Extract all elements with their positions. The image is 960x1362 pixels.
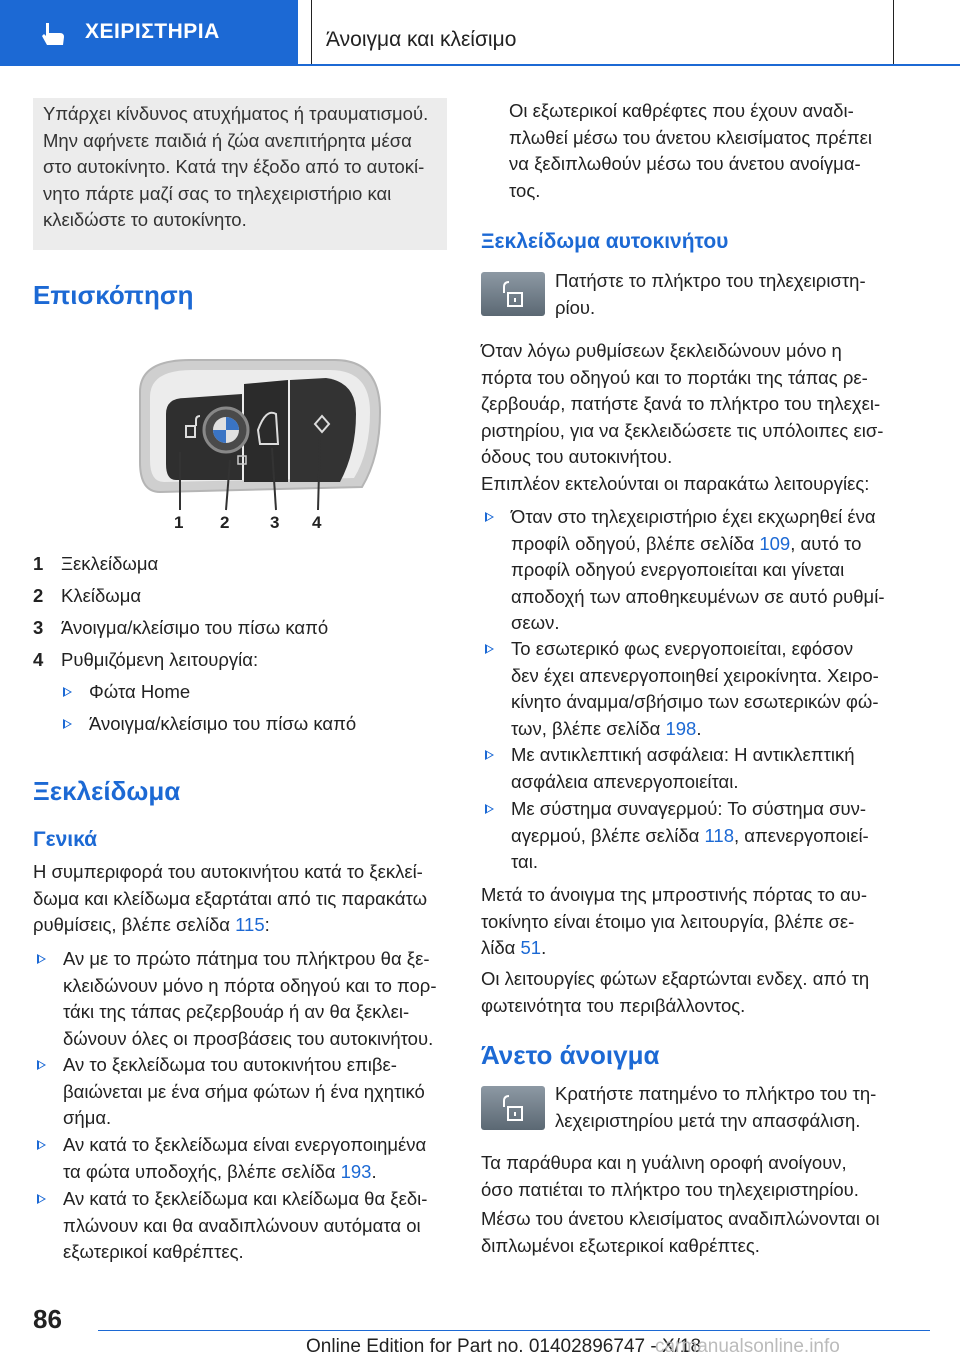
text-fragment: των, βλέπε σελίδα <box>511 717 666 739</box>
text-line: εξωτερικοί καθρέπτες. <box>63 1241 244 1262</box>
text-line: πόρτα του οδηγού και το πορτάκι της τάπας ρε- <box>481 366 868 388</box>
text-line: Κρατήστε πατημένο το πλήκτρο του τη- <box>555 1083 877 1104</box>
text-line: Τα παράθυρα και η γυάλινη οροφή ανοίγουν, <box>481 1152 847 1173</box>
text-fragment: . <box>696 717 702 739</box>
additional-functions-intro: Επιπλέον εκτελούνται οι παρακάτω λειτουργίες: <box>481 473 870 494</box>
bullet-triangle-icon <box>485 750 494 760</box>
unlock-button-symbol <box>481 272 545 316</box>
text-line: ται. <box>511 851 538 872</box>
text-line: Το εσωτερικό φως ενεργοποιείται, εφόσον <box>511 638 854 659</box>
vehicle-unlock-heading: Ξεκλείδωμα αυτοκινήτου <box>481 230 729 253</box>
text-line: Αν με το πρώτο πάτημα του πλήκτρου θα ξε- <box>63 948 430 969</box>
text-line: όδους του αυτοκινήτου. <box>481 446 673 467</box>
text-line <box>511 531 941 558</box>
list-item <box>33 1132 453 1185</box>
text-fragment: λίδα <box>481 937 521 958</box>
legend-item <box>33 551 453 583</box>
text-line: αποδοχή των αποθηκευμένων σε αυτό ρυθμί- <box>511 585 885 607</box>
page-link[interactable]: 51 <box>520 937 542 958</box>
bullet-triangle-icon <box>63 719 72 729</box>
after-open-paragraph <box>481 882 941 962</box>
general-heading: Γενικά <box>33 828 98 851</box>
text-fragment: τα φώτα υποδοχής, βλέπε σελίδα <box>63 1160 341 1182</box>
bullet-triangle-icon <box>37 954 46 964</box>
bullet-triangle-icon <box>485 804 494 814</box>
text-line: Με σύστημα συναγερμού: Το σύστημα συν- <box>511 798 867 819</box>
text-line: προφίλ οδηγού ενεργοποιείται και γίνεται <box>511 559 845 580</box>
legend-subitem-text: Άνοιγμα/κλείσιμο του πίσω καπό <box>89 713 357 734</box>
text-line: βαιώνεται με ένα σήμα φώτων ή ένα ηχητικό <box>63 1080 425 1102</box>
text-line: δεν έχει απενεργοποιηθεί χειροκίνητα. Χειρο- <box>511 664 879 686</box>
text-line <box>511 823 941 850</box>
text-fragment: , αυτό το <box>790 532 862 554</box>
list-item <box>481 796 941 876</box>
hold-instruction <box>555 1081 935 1134</box>
text-line: Όταν στο τηλεχειριστήριο έχει εκχωρηθεί ένα <box>511 506 876 527</box>
edition-footer: Online Edition for Part no. 01402896747 - X/18 <box>306 1336 702 1357</box>
bullet-triangle-icon <box>37 1194 46 1204</box>
text-fragment: . <box>371 1160 377 1182</box>
text-line: Με αντικλεπτική ασφάλεια: Η αντικλεπτική <box>511 744 855 765</box>
text-line <box>33 912 453 939</box>
figure-callout: 2 <box>220 513 230 532</box>
legend-subitem <box>33 679 453 711</box>
text-line: Αν κατά το ξεκλείδωμα είναι ενεργοποιημένα <box>63 1134 427 1155</box>
legend-number: 4 <box>33 649 44 670</box>
text-line: Υπάρχει κίνδυνος ατυχήματος ή τραυματισμού. <box>43 103 429 124</box>
list-item <box>481 742 941 795</box>
text-fragment: προφίλ οδηγού, βλέπε σελίδα <box>511 532 760 554</box>
key-fob-illustration <box>130 352 390 537</box>
text-line: Αν κατά το ξεκλείδωμα και κλείδωμα θα ξεδι- <box>63 1188 428 1209</box>
text-line: σήμα. <box>63 1107 112 1128</box>
figure-callout: 3 <box>270 513 280 532</box>
figure-callout: 4 <box>312 513 322 532</box>
bullet-triangle-icon <box>37 1140 46 1150</box>
text-line <box>481 935 941 962</box>
text-line: φωτεινότητα του περιβάλλοντος. <box>481 994 746 1016</box>
legend-number: 1 <box>33 553 44 574</box>
legend-subitem <box>33 711 453 743</box>
warning-text <box>43 101 448 234</box>
text-fragment: ρυθμίσεις, βλέπε σελίδα <box>33 914 236 935</box>
list-item <box>33 1052 453 1132</box>
comfort-opening-heading: Άνετο άνοιγμα <box>481 1040 660 1070</box>
text-line: ζερβουάρ, πατήστε ξανά το πλήκτρο του τηλεχει- <box>481 393 881 414</box>
text-line: ριστηρίου, για να ξεκλειδώσετε τις υπόλοιπες εισ- <box>481 419 884 441</box>
mirrors-note <box>509 98 929 204</box>
hand-pointer-icon <box>40 21 66 47</box>
text-line: δώνουν όλες οι προσβάσεις του αυτοκινήτου. <box>63 1027 434 1049</box>
warning-box <box>33 98 447 250</box>
text-line: Μην αφήνετε παιδιά ή ζώα ανεπιτήρητα μέσα <box>43 129 412 151</box>
text-fragment: . <box>541 937 547 958</box>
page-link[interactable]: 193 <box>340 1160 372 1182</box>
mirrors-paragraph <box>481 1206 941 1259</box>
press-instruction <box>555 268 935 321</box>
legend-item <box>33 583 453 615</box>
header-chapter-title: Άνοιγμα και κλείσιμο <box>326 28 517 51</box>
page-link[interactable]: 115 <box>235 914 265 935</box>
text-line: να ξεδιπλωθούν μέσω του άνετου ανοίγμα- <box>509 153 861 174</box>
page-link[interactable]: 118 <box>704 824 735 846</box>
general-intro <box>33 859 453 939</box>
bullet-triangle-icon <box>485 512 494 522</box>
legend-number: 3 <box>33 617 44 638</box>
text-line: πλώνουν και θα αναδιπλώνουν αυτόματα οι <box>63 1214 421 1236</box>
settings-paragraph <box>481 338 941 471</box>
header-section-tab <box>0 0 298 66</box>
text-line: Οι εξωτερικοί καθρέφτες που έχουν αναδι- <box>509 100 854 121</box>
text-line <box>63 1159 453 1186</box>
text-line: ασφάλεια απενεργοποιείται. <box>511 770 739 792</box>
text-line: τάκι της τάπας ρεζερβουάρ ή αν θα ξεκλει- <box>63 1001 410 1022</box>
list-item <box>481 636 941 742</box>
legend-item <box>33 647 453 679</box>
text-line: λεχειριστηρίου μετά την απασφάλιση. <box>555 1109 861 1131</box>
legend-item <box>33 615 453 647</box>
watermark: carmanualsonline.info <box>655 1336 840 1357</box>
legend-text: Κλείδωμα <box>61 585 142 606</box>
footer-rule <box>98 1330 930 1331</box>
text-line <box>511 716 941 743</box>
legend-text: Άνοιγμα/κλείσιμο του πίσω καπό <box>61 617 329 638</box>
text-fragment: : <box>264 914 270 935</box>
text-line: κλειδώνουν μόνο η πόρτα οδηγού και το πορ- <box>63 974 437 996</box>
page-number: 86 <box>33 1304 62 1334</box>
legend-text: Ρυθμιζόμενη λειτουργία: <box>61 649 259 670</box>
text-line: ρίου. <box>555 296 596 318</box>
text-line: Η συμπεριφορά του αυτοκινήτου κατά το ξεκλεί- <box>33 861 423 882</box>
bullet-triangle-icon <box>37 1060 46 1070</box>
list-item <box>33 1186 453 1266</box>
text-line: πλωθεί μέσω του άνετου κλεισίματος πρέπει <box>509 126 873 148</box>
text-line: νητο πάρτε μαζί σας το τηλεχειριστήριο και <box>43 182 392 204</box>
text-fragment: , απενεργοποιεί- <box>734 824 869 846</box>
list-item <box>33 946 453 1052</box>
text-line: Αν το ξεκλείδωμα του αυτοκινήτου επιβε- <box>63 1054 397 1075</box>
header-rule <box>298 64 960 66</box>
text-line: Πατήστε το πλήκτρο του τηλεχειριστη- <box>555 270 866 291</box>
header-section-label: ΧΕΙΡΙΣΤΗΡΙΑ <box>85 20 220 43</box>
figure-legend <box>33 551 453 743</box>
text-line: τος. <box>509 179 541 201</box>
figure-callout: 1 <box>174 513 184 532</box>
text-line: σεων. <box>511 612 560 633</box>
text-line: διπλωμένοι εξωτερικοί καθρέπτες. <box>481 1234 760 1256</box>
unlock-heading: Ξεκλείδωμα <box>33 776 181 806</box>
legend-text: Ξεκλείδωμα <box>61 553 159 574</box>
bullet-triangle-icon <box>485 644 494 654</box>
legend-number: 2 <box>33 585 44 606</box>
text-line: κίνητο άναμμα/σβήσιμο των εσωτερικών φώ- <box>511 691 879 712</box>
text-line: Όταν λόγω ρυθμίσεων ξεκλειδώνουν μόνο η <box>481 340 842 361</box>
list-item <box>481 504 941 637</box>
text-fragment: αγερμού, βλέπε σελίδα <box>511 824 705 846</box>
text-line: Μετά το άνοιγμα της μπροστινής πόρτας το αυ- <box>481 884 867 905</box>
windows-paragraph <box>481 1150 941 1203</box>
header-divider <box>311 0 312 64</box>
overview-heading: Επισκόπηση <box>33 280 194 310</box>
unlock-button-symbol <box>481 1086 545 1130</box>
text-line: δωμα και κλείδωμα εξαρτάται από τις παρακάτω <box>33 887 428 909</box>
page-link[interactable]: 109 <box>759 532 791 554</box>
lights-paragraph <box>481 966 941 1019</box>
text-line: τοκίνητο είναι έτοιμο για λειτουργία, βλέπε σε- <box>481 910 855 932</box>
text-line: στο αυτοκίνητο. Κατά την έξοδο από το αυτοκί- <box>43 156 425 177</box>
unlock-icon <box>481 272 545 316</box>
text-line: Οι λειτουργίες φώτων εξαρτώνται ενδεχ. από τη <box>481 968 870 989</box>
unlock-icon <box>481 1086 545 1130</box>
legend-subitem-text: Φώτα Home <box>89 681 191 702</box>
header-divider-right <box>893 0 894 64</box>
text-line: κλειδώστε το αυτοκίνητο. <box>43 209 247 230</box>
text-line: Μέσω του άνετου κλεισίματος αναδιπλώνονται οι <box>481 1208 880 1229</box>
text-line: όσο πατιέται το πλήκτρο του τηλεχειριστηρίου. <box>481 1178 859 1200</box>
page-link[interactable]: 198 <box>665 717 697 739</box>
bullet-triangle-icon <box>63 687 72 697</box>
